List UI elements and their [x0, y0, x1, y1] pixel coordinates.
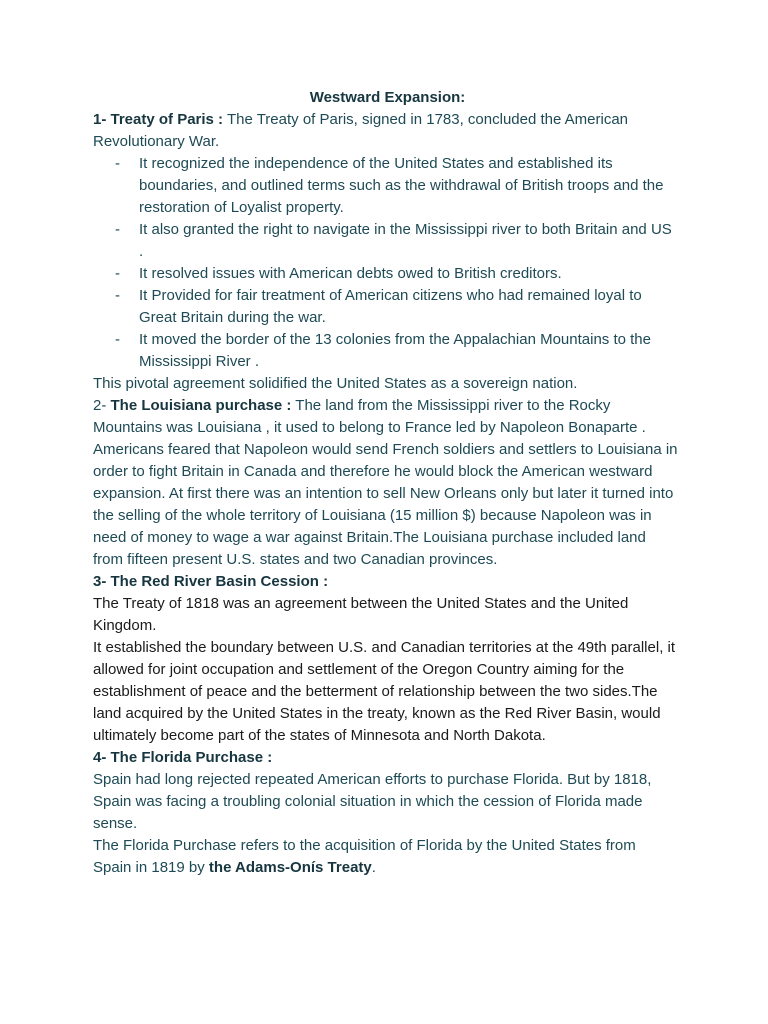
section3-paragraph-2: It established the boundary between U.S. and Canadian territories at the 49th parallel, it allowed for joint occupation and settlement of the Oregon Country aiming for the establishment of peace and the betterment of relationship between the two sides.The land acquired by the United States in the treaty, known as the Red River Basin, would ultimately become part of the states of Minnesota and North Dakota.: [93, 639, 676, 744]
document-title: Westward Expansion:: [309, 89, 466, 106]
section2-text: The land from the Mississippi river to the Rocky Mountains was Louisiana , it used to belong to France led by Napoleon Bonaparte . Americans feared that Napoleon would send French soldiers and settlers to Louisiana in order to fight Britain in Canada and therefore he would block the American westward expansion. At first there was an intention to sell New Orleans only but later it turned into the selling of the whole territory of Louisiana (15 million $) because Napoleon was in need of money to wage a war against Britain.The Louisiana purchase included land from fifteen present U.S. states and two Canadian provinces.: [93, 397, 678, 568]
section1-bullet-list: [93, 153, 678, 373]
section1-intro: [93, 109, 678, 153]
section4-paragraph-1: Spain had long rejected repeated American efforts to purchase Florida. But by 1818, Spain was facing a troubling colonial situation in which the cession of Florida made sense.: [93, 771, 652, 832]
list-item: - It moved the border of the 13 colonies from the Appalachian Mountains to the Mississippi River .: [93, 329, 678, 373]
list-item: - It recognized the independence of the United States and established its boundaries, and outlined terms such as the withdrawal of British troops and the restoration of Loyalist property.: [93, 153, 678, 219]
section2-heading: The Louisiana purchase :: [110, 397, 292, 414]
section1-conclusion: This pivotal agreement solidified the United States as a sovereign nation.: [93, 375, 578, 392]
section1-intro-text: The Treaty of Paris, signed in 1783, concluded the American Revolutionary War.: [93, 111, 629, 150]
section3-heading: 3- The Red River Basin Cession :: [93, 573, 329, 590]
list-item: - It resolved issues with American debts owed to British creditors.: [93, 263, 678, 285]
section4-paragraph-2: [93, 835, 678, 879]
section4-text-end: .: [371, 859, 376, 876]
section1-heading: 1- Treaty of Paris :: [93, 111, 224, 128]
section2-paragraph: [93, 395, 678, 571]
section4-text-start: The Florida Purchase refers to the acquisition of Florida by the United States from Spain in 1819 by: [93, 837, 636, 876]
list-item: - It also granted the right to navigate in the Mississippi river to both Britain and US .: [93, 219, 678, 263]
section4-treaty-name: the Adams-Onís Treaty: [208, 859, 372, 876]
section3-paragraph-1: The Treaty of 1818 was an agreement between the United States and the United Kingdom.: [93, 595, 629, 634]
list-item: - It Provided for fair treatment of American citizens who had remained loyal to Great Britain during the war.: [93, 285, 678, 329]
section2-number: 2-: [93, 397, 111, 414]
section4-heading: 4- The Florida Purchase :: [93, 749, 273, 766]
